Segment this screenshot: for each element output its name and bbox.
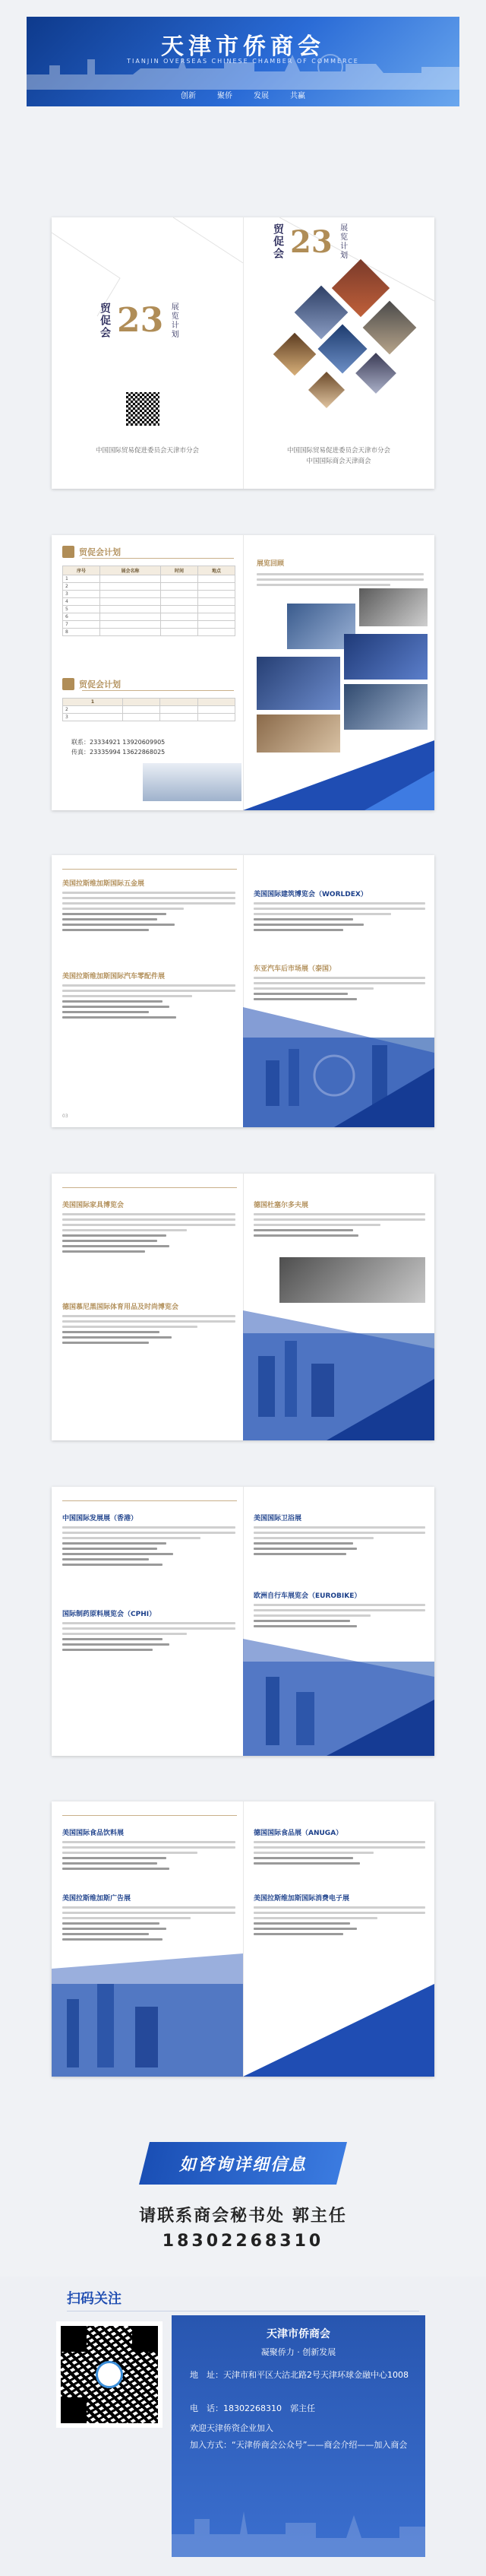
body-text: [254, 902, 425, 934]
address-value: 天津市和平区大沽北路2号天津环球金融中心1008: [223, 2370, 409, 2380]
contact-phone[interactable]: 18302268310: [162, 2232, 324, 2251]
contact-line: 传真：23335994 13622868025: [71, 749, 166, 756]
brochure-page-5: [52, 1487, 434, 1756]
body-text: [254, 1604, 425, 1630]
banner-title: 天津市侨商会: [161, 33, 325, 60]
cover-org-left: 中国国际贸易促进委员会天津市分会: [95, 447, 199, 455]
cover-right-number: 23: [290, 223, 333, 260]
phone-label: 电 话：: [190, 2403, 223, 2413]
scan-label: 扫码关注: [67, 2291, 122, 2307]
welcome-text: 欢迎天津侨资企业加入: [190, 2423, 273, 2433]
exhibition-heading: 中国国际发展展（香港）: [62, 1515, 138, 1522]
body-text: [254, 977, 425, 1003]
city-graphic: [243, 1310, 434, 1440]
exhibition-heading: 德国杜塞尔多夫展: [254, 1202, 309, 1209]
table-row: 3: [63, 714, 235, 721]
body-text: [62, 1213, 235, 1256]
exhibition-heading: 美国拉斯维加斯广告展: [62, 1895, 131, 1903]
table-row: 2: [63, 583, 235, 591]
join-row: [190, 2438, 415, 2452]
banner-nav: [27, 89, 459, 100]
city-graphic: [243, 1007, 434, 1127]
exhibition-photo: [344, 634, 428, 680]
cover-left-number: 23: [117, 301, 164, 340]
phone-value[interactable]: 18302268310 郭主任: [223, 2403, 315, 2413]
qr-code[interactable]: [56, 2321, 163, 2428]
logo-icon: [96, 2361, 123, 2388]
section-title: 贸促会计划: [79, 680, 121, 689]
banner-subtitle: TIANJIN OVERSEAS CHINESE CHAMBER OF COMMERCE: [127, 58, 359, 65]
body-text: [257, 573, 424, 589]
body-text: [62, 1906, 235, 1944]
exhibition-heading: 国际制药原料展览会（CPHI）: [62, 1611, 156, 1618]
section-heading: 展览回顾: [257, 560, 285, 568]
body-text: [62, 1526, 235, 1569]
table-header: 地点: [197, 566, 235, 575]
exhibition-heading: 美国拉斯维加斯国际五金展: [62, 880, 145, 888]
body-text: [62, 1841, 235, 1873]
table-row: 8: [63, 629, 235, 636]
table-row: 7: [63, 621, 235, 629]
exhibition-photo: [257, 657, 340, 710]
section-header: [62, 678, 121, 690]
body-text: [62, 984, 235, 1022]
corner-graphic: [243, 1984, 434, 2077]
corner-graphic: [243, 740, 434, 810]
brochure-cover-card: [52, 217, 434, 489]
cover-qr-code: [126, 392, 159, 426]
body-text: [62, 1622, 235, 1654]
exhibition-photo: [344, 684, 428, 730]
contact-line: 请联系商会秘书处 郭主任: [139, 2207, 347, 2226]
nav-item[interactable]: 发展: [254, 92, 269, 100]
table-row: 1: [63, 575, 235, 583]
cover-left-vert-b: 贸促会: [99, 302, 111, 339]
city-graphic: [52, 1953, 243, 2077]
join-value: “天津侨商会公众号”——商会介绍——加入商会: [232, 2440, 408, 2450]
nav-item[interactable]: 共赢: [290, 92, 305, 100]
schedule-table: 1 2 3: [62, 698, 235, 721]
section-tag-icon: [62, 678, 74, 690]
table-row: 3: [63, 591, 235, 598]
cover-org-right-2: 中国国际商会天津商会: [306, 458, 371, 465]
contact-line: 联系：23334921 13920609905: [71, 739, 166, 746]
table-header: 展会名称: [100, 566, 161, 575]
venue-photo: [143, 763, 241, 801]
org-slogan: 凝聚侨力 · 创新发展: [260, 2347, 336, 2357]
brochure-page-3: 美国拉斯维加斯国际五金展 美国拉斯维加斯国际汽车零配件展 美国国际建筑博览会（WORLDEX） 东亚汽车后市场展（泰国） 03: [52, 855, 434, 1127]
exhibition-heading: 东亚汽车后市场展（泰国）: [254, 965, 336, 973]
exhibition-heading: 欧洲自行车展览会（EUROBIKE）: [254, 1592, 361, 1600]
exhibition-heading: 美国国际卫浴展: [254, 1515, 302, 1522]
brochure-page-6: [52, 1801, 434, 2077]
body-text: [254, 1841, 425, 1868]
body-text: [254, 1906, 425, 1938]
address-label: 地 址：: [190, 2370, 223, 2380]
exhibition-heading: 美国国际食品饮料展: [62, 1830, 125, 1837]
table-row: 4: [63, 598, 235, 606]
section-header: [62, 546, 121, 558]
cover-left-vert-a: 展览计划: [169, 302, 178, 339]
nav-item[interactable]: 创新: [181, 92, 196, 100]
exhibition-heading: 德国慕尼黑国际体育用品及时尚博览会: [62, 1304, 179, 1311]
cover-right-vert-a: 展览计划: [338, 223, 347, 260]
exhibition-heading: 美国拉斯维加斯国际汽车零配件展: [62, 973, 166, 981]
skyline-watermark: [172, 2504, 425, 2557]
exhibition-heading: 美国拉斯维加斯国际消费电子展: [254, 1895, 350, 1903]
cover-right-vert-b: 贸促会: [272, 223, 284, 260]
body-text: [254, 1213, 425, 1240]
cover-title-right: [270, 223, 349, 260]
table-row: 2: [63, 706, 235, 714]
table-header: 序号: [63, 566, 100, 575]
table-row: 5: [63, 606, 235, 613]
table-row: 6: [63, 613, 235, 621]
cta-label: 如咨询详细信息: [178, 2155, 307, 2175]
contact-info: [71, 737, 165, 757]
exhibition-heading: 美国国际建筑博览会（WORLDEX）: [254, 891, 368, 898]
cover-org-right-1: 中国国际贸易促进委员会天津市分会: [286, 447, 390, 455]
city-graphic: [243, 1639, 434, 1756]
exhibition-photo: [279, 1257, 425, 1303]
table-header: 时间: [160, 566, 197, 575]
exhibition-photo: [359, 588, 428, 626]
body-text: [62, 892, 235, 934]
body-text: [254, 1526, 425, 1558]
header-banner: [27, 17, 459, 106]
section-tag-icon: [62, 546, 74, 558]
address-row: [190, 2368, 415, 2382]
exhibition-heading: 美国国际家具博览会: [62, 1202, 125, 1209]
phone-row: [190, 2402, 415, 2416]
schedule-table: [62, 566, 235, 636]
org-title: 天津市侨商会: [267, 2328, 330, 2340]
exhibition-heading: 德国国际食品展（ANUGA）: [254, 1830, 343, 1837]
brochure-schedule-card: [52, 535, 434, 810]
nav-item[interactable]: 聚侨: [217, 92, 232, 100]
section-title: 贸促会计划: [79, 547, 121, 557]
join-label: 加入方式：: [190, 2440, 232, 2450]
org-info-box: [172, 2315, 425, 2557]
brochure-page-4: [52, 1174, 434, 1440]
body-text: [62, 1315, 235, 1347]
cover-title-left: [97, 301, 179, 340]
